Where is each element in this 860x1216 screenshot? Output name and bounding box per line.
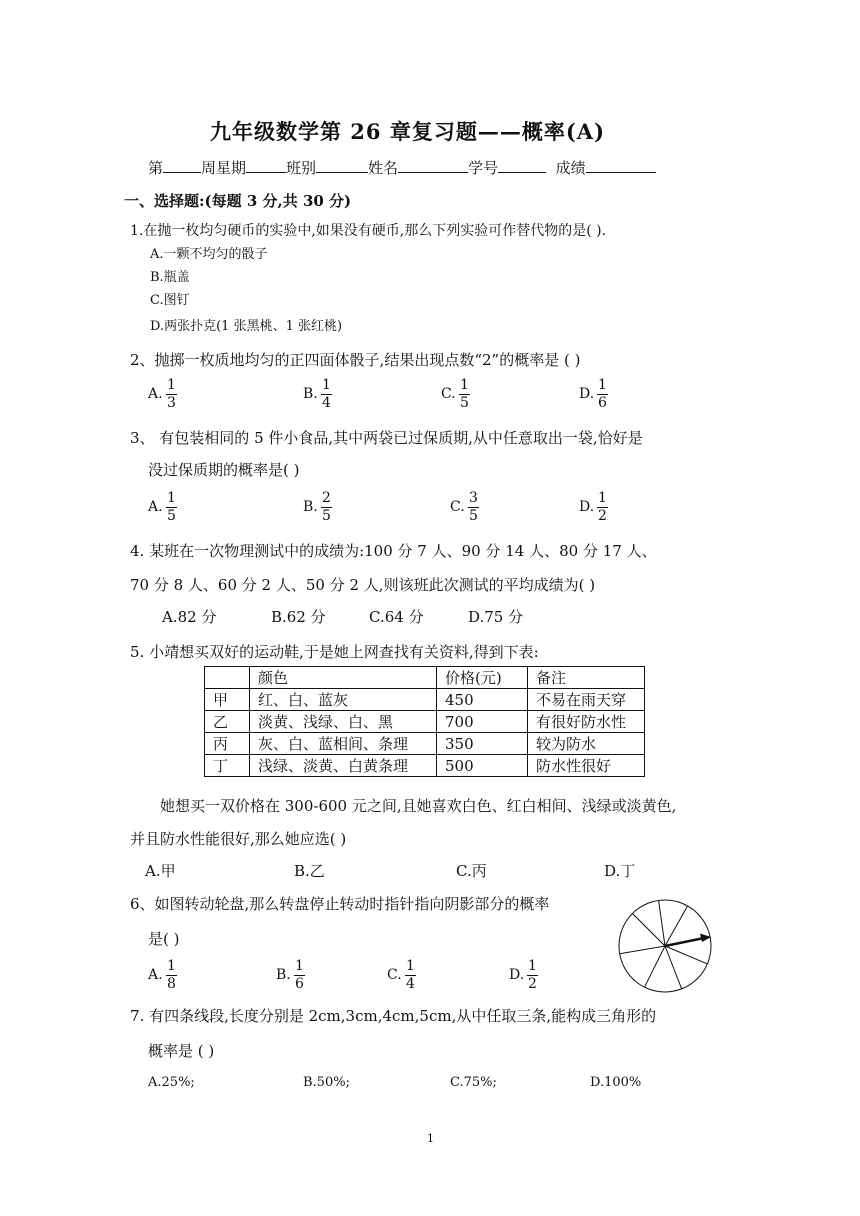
q5-condition-line1: 她想买一双价格在 300-600 元之间,且她喜欢白色、红白相间、浅绿或淡黄色, [160, 797, 677, 815]
q1-option-c: C.图钉 [150, 293, 190, 308]
info-line [148, 157, 656, 178]
number-blank[interactable] [498, 158, 546, 173]
q2-option-c-label: C. [441, 386, 456, 402]
page-number: 1 [427, 1132, 434, 1145]
q2-option-a-label: A. [148, 386, 163, 402]
q3-option-c-fraction [468, 490, 479, 525]
q6-option-d-label: D. [509, 967, 525, 983]
q6-stem-line1: 6、如图转动轮盘,那么转盘停止转动时指针指向阴影部分的概率 [130, 895, 550, 913]
name-blank[interactable] [398, 158, 468, 173]
table-cell: 甲 [205, 689, 250, 711]
table-cell: 较为防水 [528, 733, 645, 755]
table-row [205, 733, 645, 755]
q5-option-b: B.乙 [294, 862, 325, 880]
table-cell: 乙 [205, 711, 250, 733]
q5-condition-line2: 并且防水性能很好,那么她应选( ) [130, 830, 347, 848]
q1-stem: 1.在抛一枚均匀硬币的实验中,如果没有硬币,那么下列实验可作替代物的是( ). [130, 223, 607, 239]
table-cell: 红、白、蓝灰 [250, 689, 437, 711]
score-label: 成绩 [555, 159, 586, 177]
numerator: 1 [528, 958, 537, 974]
table-cell: 浅绿、淡黄、白黄条理 [250, 755, 437, 777]
q6-stem-line2: 是( ) [148, 930, 180, 948]
q7-option-b: B.50%; [303, 1075, 350, 1090]
q6-option-b-fraction [294, 958, 305, 993]
table-header-cell: 备注 [528, 667, 645, 689]
score-blank[interactable] [586, 158, 656, 173]
number-label: 学号 [468, 159, 499, 177]
table-row [205, 755, 645, 777]
denominator: 8 [167, 976, 176, 992]
q4-option-a: A.82 分 [162, 608, 217, 626]
denominator: 6 [295, 976, 304, 992]
numerator: 1 [167, 377, 176, 393]
numerator: 1 [295, 958, 304, 974]
q6-option-a-label: A. [148, 967, 163, 983]
q6-option-d-fraction [527, 958, 538, 993]
table-cell: 450 [437, 689, 528, 711]
page-title: 九年级数学第 26 章复习题——概率(A) [210, 119, 606, 144]
class-blank[interactable] [316, 158, 368, 173]
q1-option-d: D.两张扑克(1 张黑桃、1 张红桃) [150, 319, 343, 334]
weekday-label: 周星期 [201, 159, 247, 177]
q4-option-c: C.64 分 [369, 608, 424, 626]
q4-stem-line2: 70 分 8 人、60 分 2 人、50 分 2 人,则该班此次测试的平均成绩为( ) [130, 576, 596, 594]
q5-option-d: D.丁 [604, 862, 636, 880]
q3-option-a-fraction [166, 490, 177, 525]
wheel-dividers [620, 900, 708, 989]
table-cell: 丁 [205, 755, 250, 777]
week-prefix: 第 [148, 159, 164, 177]
section-heading: 一、选择题:(每题 3 分,共 30 分) [124, 192, 352, 210]
q2-option-b-fraction [321, 377, 332, 412]
q4-option-d: D.75 分 [468, 608, 524, 626]
table-row [205, 711, 645, 733]
table-cell: 丙 [205, 733, 250, 755]
week-blank[interactable] [163, 158, 201, 173]
pointer-arrow [665, 938, 704, 946]
q7-option-a: A.25%; [148, 1075, 195, 1090]
q7-option-d: D.100% [590, 1075, 642, 1090]
q2-option-d-fraction [597, 377, 608, 412]
q5-stem: 5. 小靖想买双好的运动鞋,于是她上网查找有关资料,得到下表: [130, 643, 539, 661]
denominator: 5 [167, 508, 176, 524]
table-header-cell: 颜色 [250, 667, 437, 689]
numerator: 1 [460, 377, 469, 393]
q2-option-d-label: D. [579, 386, 595, 402]
q2-option-b-label: B. [303, 386, 318, 402]
table-cell: 防水性很好 [528, 755, 645, 777]
table-header-cell [205, 667, 250, 689]
q3-option-d-label: D. [579, 499, 595, 515]
table-cell: 淡黄、浅绿、白、黑 [250, 711, 437, 733]
table-cell: 灰、白、蓝相间、条理 [250, 733, 437, 755]
shoe-table [204, 666, 645, 777]
q6-option-c-fraction [405, 958, 416, 993]
q6-option-a-fraction [166, 958, 177, 993]
denominator: 6 [598, 395, 607, 411]
denominator: 4 [322, 395, 331, 411]
numerator: 1 [322, 377, 331, 393]
q3-stem-line1: 3、 有包装相同的 5 件小食品,其中两袋已过保质期,从中任意取出一袋,恰好是 [130, 429, 643, 447]
numerator: 1 [167, 958, 176, 974]
q3-option-d-fraction [597, 490, 608, 525]
denominator: 2 [598, 508, 607, 524]
q7-stem-line2: 概率是 ( ) [148, 1042, 215, 1060]
q5-option-c: C.丙 [456, 862, 487, 880]
q5-option-a: A.甲 [145, 862, 176, 880]
q3-option-b-label: B. [303, 499, 318, 515]
numerator: 2 [322, 490, 331, 506]
numerator: 3 [469, 490, 478, 506]
numerator: 1 [167, 490, 176, 506]
table-cell: 不易在雨天穿 [528, 689, 645, 711]
q6-option-b-label: B. [276, 967, 291, 983]
q3-option-c-label: C. [450, 499, 465, 515]
q3-option-a-label: A. [148, 499, 163, 515]
table-cell: 350 [437, 733, 528, 755]
name-label: 姓名 [368, 159, 399, 177]
denominator: 2 [528, 976, 537, 992]
q2-option-a-fraction [166, 377, 177, 412]
table-header-row [205, 667, 645, 689]
denominator: 5 [322, 508, 331, 524]
q2-option-c-fraction [459, 377, 470, 412]
table-row [205, 689, 645, 711]
denominator: 5 [469, 508, 478, 524]
table-cell: 有很好防水性 [528, 711, 645, 733]
denominator: 5 [460, 395, 469, 411]
denominator: 4 [406, 976, 415, 992]
table-header-cell: 价格(元) [437, 667, 528, 689]
q1-option-a: A.一颗不均匀的骰子 [150, 247, 268, 262]
weekday-blank[interactable] [246, 158, 286, 173]
denominator: 3 [167, 395, 176, 411]
q2-stem: 2、抛掷一枚质地均匀的正四面体骰子,结果出现点数“2”的概率是 ( ) [130, 351, 581, 369]
table-cell: 700 [437, 711, 528, 733]
class-label: 班别 [286, 159, 317, 177]
numerator: 1 [598, 490, 607, 506]
q3-stem-line2: 没过保质期的概率是( ) [148, 461, 300, 479]
q3-option-b-fraction [321, 490, 332, 525]
q7-option-c: C.75%; [450, 1075, 497, 1090]
numerator: 1 [598, 377, 607, 393]
q1-option-b: B.瓶盖 [150, 270, 190, 285]
q6-option-c-label: C. [387, 967, 402, 983]
q4-option-b: B.62 分 [271, 608, 326, 626]
q7-stem-line1: 7. 有四条线段,长度分别是 2cm,3cm,4cm,5cm,从中任取三条,能构成三角形的 [130, 1007, 657, 1025]
spinner-wheel-figure [616, 896, 716, 996]
q4-stem-line1: 4. 某班在一次物理测试中的成绩为:100 分 7 人、90 分 14 人、80 分 17 人、 [130, 542, 657, 560]
table-cell: 500 [437, 755, 528, 777]
numerator: 1 [406, 958, 415, 974]
